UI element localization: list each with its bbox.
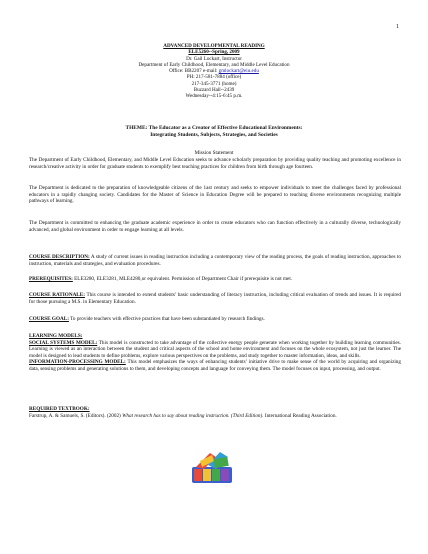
department-line: Department of Early Childhood, Elementary, and Middle Level Education: [138, 61, 290, 68]
information-processing-label: INFORMATION-PROCESSING MODEL:: [29, 359, 126, 365]
mission-paragraph-1: The Department of Early Childhood, Elementary, and Middle Level Education seeks to advance scholarly preparation by providing quality teaching and promoting excellence in research/creative activity in order for graduate students to exemplify best teaching practices for children from birth through age fourteen.: [29, 157, 401, 170]
learning-models-label: LEARNING MODELS:: [29, 333, 83, 339]
textbook-citation: [29, 413, 401, 420]
information-processing-model: [29, 359, 401, 372]
books-clipart-icon: [190, 449, 234, 485]
phone-home: 217-345-3771 (home): [191, 80, 237, 87]
theme-line-2: Integrating Students, Subjects, Strategies, and Societies: [150, 131, 278, 138]
citation-title: What research has to say about reading instruction. (Third Edition).: [122, 412, 264, 419]
phone-office: PH: 217-581-7884 (office): [186, 74, 242, 81]
social-systems-text: This model is constructed to take advantage of the collective energy people generate when working together by building learning communities. Learning is viewed as an interaction between the student and critical aspects of the school and home environment and focuses on the whole ecosystem, not just the learner. The model is designed to lead students to define problems, explore various perspectives on the problems, and study together to master information, ideas, and skills.: [29, 339, 401, 359]
prerequisites-text: ELE3280, ELE3281, MLE4280,or equivalent. Permission of Department Chair if prerequisite is not met.: [72, 276, 293, 282]
course-description: [29, 254, 401, 267]
course-description-label: COURSE DESCRIPTION:: [29, 254, 90, 260]
mission-title: Mission Statement: [194, 150, 234, 156]
course-rationale: [29, 292, 401, 305]
course-rationale-text: This course is intended to extend students’ basic understanding of literacy instruction, including critical evaluation of trends and issues. It is required for those pursuing a M.S. in Elementary Education.: [29, 292, 401, 305]
theme-block: [0, 125, 428, 138]
course-description-text: A study of current issues in reading instruction including a contemporary view of the reading process, the goals of reading instruction, approaches to instruction, materials and strategies, and evaluation procedures.: [29, 254, 401, 267]
course-goal-text: To provide teachers with effective practices that have been substantiated by research findings.: [68, 316, 265, 322]
theme-line-1: THEME: The Educator as a Creator of Effective Educational Environments:: [125, 125, 303, 131]
instructor-line: Dr. Gail Lockart, Instructor: [186, 55, 242, 62]
mission-paragraph-2: The Department is dedicated to the preparation of knowledgeable citizens of the 1ast century and seeks to empower individuals to meet the challenges faced by professional educators in a rapidly changing society. Candidates for the Master of Science in Education Degree will be prepared to teaching diverse environments recognizing multiple pathways of learning.: [29, 185, 401, 204]
mission-paragraph-3: The Department is committed to enhancing the graduate academic experience in order to create educators who can function effectively in a culturally diverse, technologically advanced, and global environment in order to engage learning at all levels.: [29, 220, 401, 233]
information-processing-text: This model emphasizes the ways of enhancing students’ initiative drive to make sense of the world by acquiring and organizing data, sensing problems and generating solutions to them, and developing concepts and language for conveying them. The model focuses on input, processing, and output.: [29, 359, 401, 372]
course-term: ELE5260--Spring, 2009: [188, 49, 240, 56]
class-time: Wednesday--4:15-6:45 p.m.: [185, 93, 243, 100]
citation-publisher: International Reading Association.: [263, 412, 337, 419]
course-header: [0, 43, 428, 100]
prerequisites: [29, 276, 401, 283]
required-textbook: [29, 406, 401, 419]
course-title: ADVANCED DEVELOPMENTAL READING: [163, 43, 265, 49]
office-label: Office: BB2207 e-mail:: [169, 68, 219, 75]
citation-authors: Farstrup, A. & Samuels, S. (Editors). (2002): [29, 412, 123, 419]
required-textbook-label: REQUIRED TEXTBOOK:: [29, 406, 90, 412]
office-hall: Buzzard Hall--2439: [193, 87, 235, 94]
course-goal-label: COURSE GOAL:: [29, 316, 69, 322]
page-number: 1: [396, 24, 399, 30]
email-link[interactable]: gmlockart@eiu.edu: [218, 68, 259, 75]
prerequisites-label: PREREQUISITES:: [29, 276, 73, 282]
social-systems-model: [29, 340, 401, 360]
course-rationale-label: COURSE RATIONALE:: [29, 292, 85, 298]
learning-models: [29, 333, 401, 372]
course-goal: [29, 316, 401, 323]
social-systems-label: SOCIAL SYSTEMS MODEL:: [29, 339, 98, 346]
